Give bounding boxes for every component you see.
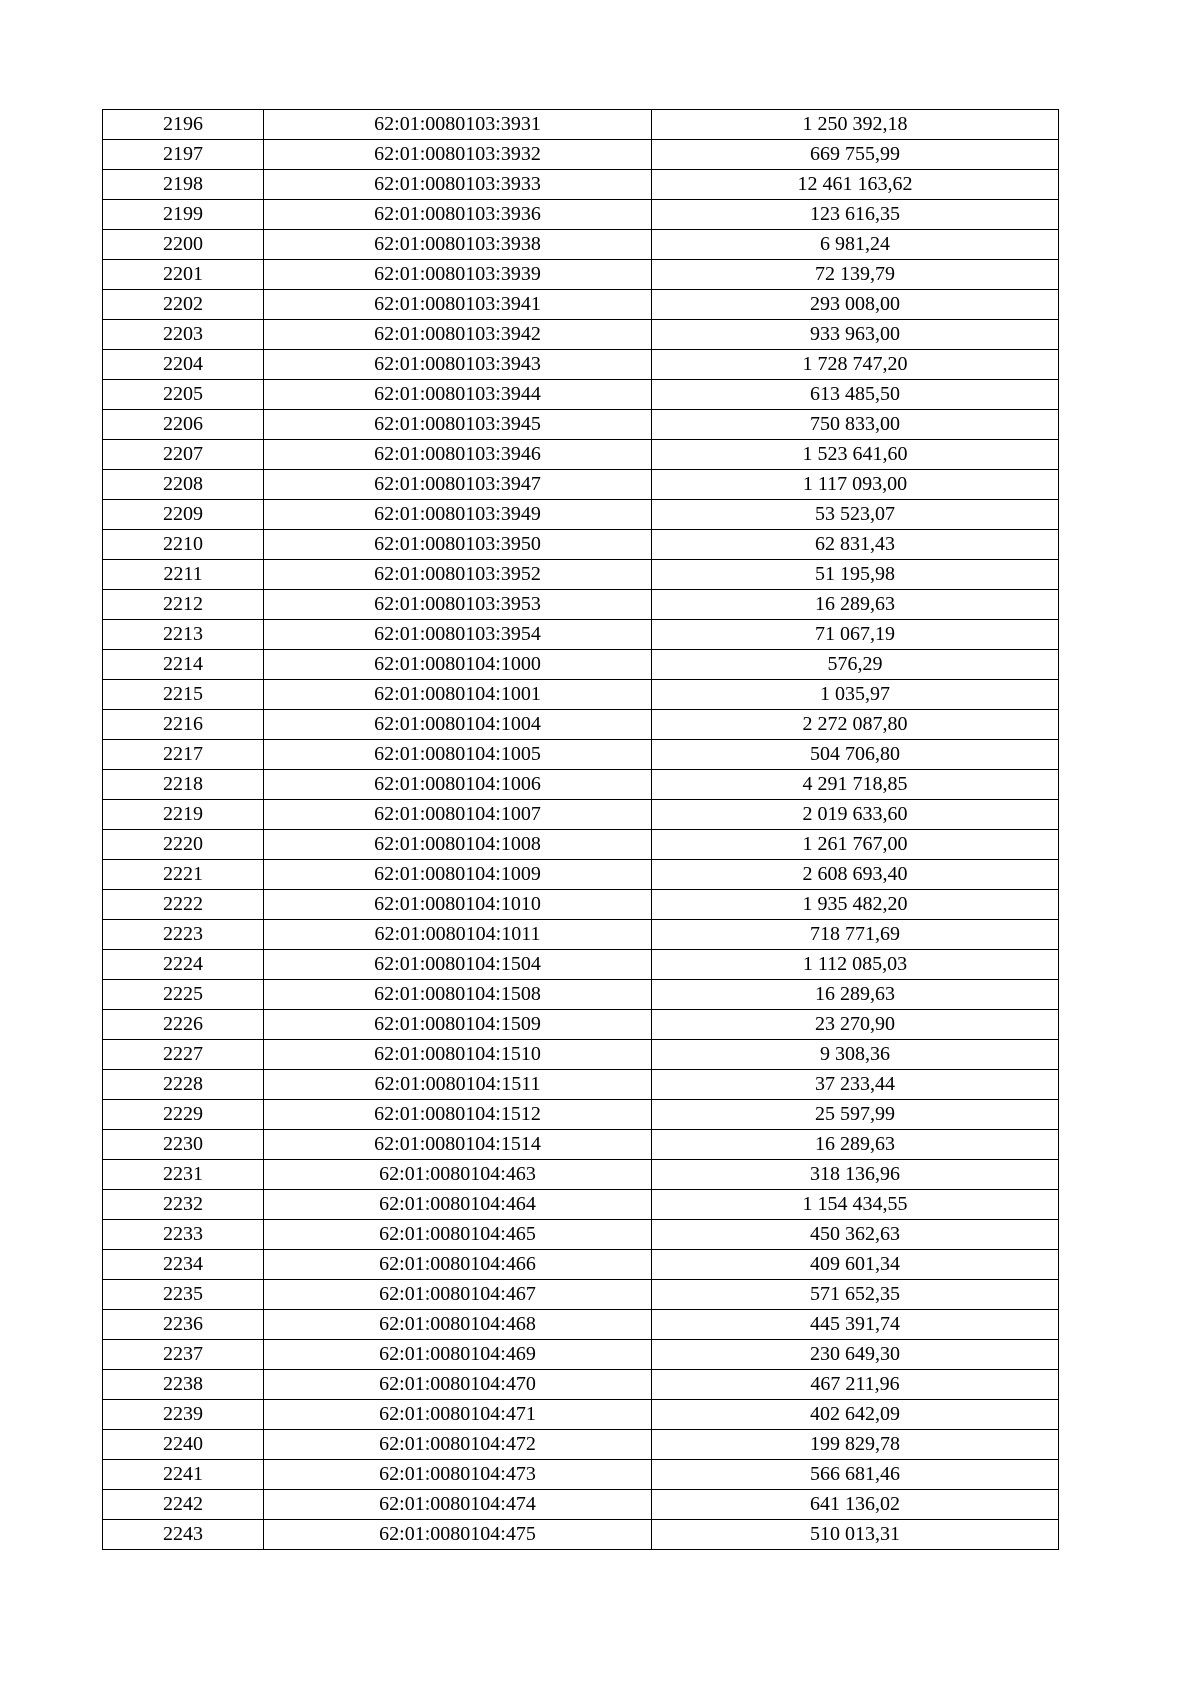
cadastral-number-cell: 62:01:0080104:1504 [264,950,652,980]
cadastral-number-cell: 62:01:0080103:3936 [264,200,652,230]
row-number-cell: 2199 [103,200,264,230]
table-row [103,800,1059,830]
cadastral-value-cell: 62 831,43 [652,530,1059,560]
cadastral-number-cell: 62:01:0080103:3943 [264,350,652,380]
table-row [103,1460,1059,1490]
cadastral-number-cell: 62:01:0080103:3941 [264,290,652,320]
table-row [103,1070,1059,1100]
cadastral-number-cell: 62:01:0080104:1000 [264,650,652,680]
table-row [103,1280,1059,1310]
cadastral-number-cell: 62:01:0080104:472 [264,1430,652,1460]
row-number-cell: 2232 [103,1190,264,1220]
cadastral-value-cell: 2 608 693,40 [652,860,1059,890]
table-row [103,110,1059,140]
row-number-cell: 2218 [103,770,264,800]
table-row [103,140,1059,170]
cadastral-value-cell: 23 270,90 [652,1010,1059,1040]
cadastral-value-cell: 4 291 718,85 [652,770,1059,800]
cadastral-value-cell: 318 136,96 [652,1160,1059,1190]
row-number-cell: 2197 [103,140,264,170]
cadastral-value-cell: 571 652,35 [652,1280,1059,1310]
cadastral-value-cell: 51 195,98 [652,560,1059,590]
row-number-cell: 2213 [103,620,264,650]
cadastral-value-cell: 576,29 [652,650,1059,680]
row-number-cell: 2223 [103,920,264,950]
cadastral-value-cell: 669 755,99 [652,140,1059,170]
table-row [103,680,1059,710]
table-row [103,1010,1059,1040]
cadastral-number-cell: 62:01:0080104:471 [264,1400,652,1430]
table-row [103,740,1059,770]
cadastral-value-cell: 230 649,30 [652,1340,1059,1370]
cadastral-value-cell: 409 601,34 [652,1250,1059,1280]
row-number-cell: 2203 [103,320,264,350]
row-number-cell: 2241 [103,1460,264,1490]
table-row [103,710,1059,740]
row-number-cell: 2236 [103,1310,264,1340]
cadastral-number-cell: 62:01:0080104:1001 [264,680,652,710]
row-number-cell: 2234 [103,1250,264,1280]
cadastral-number-cell: 62:01:0080103:3946 [264,440,652,470]
cadastral-number-cell: 62:01:0080104:468 [264,1310,652,1340]
cadastral-number-cell: 62:01:0080104:1512 [264,1100,652,1130]
row-number-cell: 2198 [103,170,264,200]
row-number-cell: 2202 [103,290,264,320]
table-row [103,1340,1059,1370]
row-number-cell: 2219 [103,800,264,830]
cadastral-value-cell: 1 112 085,03 [652,950,1059,980]
cadastral-value-cell: 402 642,09 [652,1400,1059,1430]
cadastral-number-cell: 62:01:0080104:474 [264,1490,652,1520]
cadastral-number-cell: 62:01:0080103:3944 [264,380,652,410]
cadastral-number-cell: 62:01:0080103:3932 [264,140,652,170]
row-number-cell: 2196 [103,110,264,140]
row-number-cell: 2217 [103,740,264,770]
table-row [103,1400,1059,1430]
cadastral-number-cell: 62:01:0080103:3942 [264,320,652,350]
cadastral-value-cell: 1 154 434,55 [652,1190,1059,1220]
row-number-cell: 2228 [103,1070,264,1100]
cadastral-value-cell: 510 013,31 [652,1520,1059,1550]
table-row [103,590,1059,620]
cadastral-value-cell: 933 963,00 [652,320,1059,350]
cadastral-value-cell: 6 981,24 [652,230,1059,260]
cadastral-value-cell: 16 289,63 [652,1130,1059,1160]
cadastral-value-cell: 199 829,78 [652,1430,1059,1460]
table-row [103,1100,1059,1130]
table-row [103,230,1059,260]
cadastral-number-cell: 62:01:0080104:463 [264,1160,652,1190]
cadastral-value-cell: 718 771,69 [652,920,1059,950]
row-number-cell: 2208 [103,470,264,500]
cadastral-value-cell: 504 706,80 [652,740,1059,770]
cadastral-number-cell: 62:01:0080103:3939 [264,260,652,290]
table-row [103,1040,1059,1070]
cadastral-value-cell: 750 833,00 [652,410,1059,440]
cadastral-number-cell: 62:01:0080103:3949 [264,500,652,530]
table-row [103,170,1059,200]
row-number-cell: 2211 [103,560,264,590]
cadastral-value-cell: 25 597,99 [652,1100,1059,1130]
table-row [103,1130,1059,1160]
cadastral-number-cell: 62:01:0080104:475 [264,1520,652,1550]
cadastral-value-cell: 450 362,63 [652,1220,1059,1250]
cadastral-number-cell: 62:01:0080104:466 [264,1250,652,1280]
row-number-cell: 2214 [103,650,264,680]
table-row [103,1250,1059,1280]
row-number-cell: 2231 [103,1160,264,1190]
table-row [103,560,1059,590]
row-number-cell: 2206 [103,410,264,440]
cadastral-value-cell: 1 117 093,00 [652,470,1059,500]
row-number-cell: 2215 [103,680,264,710]
table-row [103,620,1059,650]
row-number-cell: 2240 [103,1430,264,1460]
row-number-cell: 2235 [103,1280,264,1310]
cadastral-number-cell: 62:01:0080104:1508 [264,980,652,1010]
cadastral-value-cell: 53 523,07 [652,500,1059,530]
cadastral-number-cell: 62:01:0080103:3952 [264,560,652,590]
cadastral-number-cell: 62:01:0080104:1510 [264,1040,652,1070]
cadastral-value-cell: 37 233,44 [652,1070,1059,1100]
cadastral-value-cell: 1 935 482,20 [652,890,1059,920]
cadastral-number-cell: 62:01:0080104:469 [264,1340,652,1370]
row-number-cell: 2204 [103,350,264,380]
cadastral-number-cell: 62:01:0080103:3933 [264,170,652,200]
cadastral-value-cell: 1 523 641,60 [652,440,1059,470]
cadastral-number-cell: 62:01:0080104:1008 [264,830,652,860]
table-row [103,1430,1059,1460]
cadastral-number-cell: 62:01:0080103:3953 [264,590,652,620]
cadastral-number-cell: 62:01:0080104:1010 [264,890,652,920]
cadastral-value-cell: 1 261 767,00 [652,830,1059,860]
table-row [103,920,1059,950]
row-number-cell: 2212 [103,590,264,620]
row-number-cell: 2237 [103,1340,264,1370]
cadastral-value-cell: 613 485,50 [652,380,1059,410]
cadastral-value-cell: 467 211,96 [652,1370,1059,1400]
row-number-cell: 2207 [103,440,264,470]
cadastral-number-cell: 62:01:0080104:1006 [264,770,652,800]
row-number-cell: 2220 [103,830,264,860]
table-row [103,1370,1059,1400]
table-row [103,650,1059,680]
row-number-cell: 2216 [103,710,264,740]
table-row [103,1310,1059,1340]
cadastral-number-cell: 62:01:0080104:1009 [264,860,652,890]
cadastral-number-cell: 62:01:0080103:3931 [264,110,652,140]
table-row [103,1190,1059,1220]
cadastral-value-cell: 16 289,63 [652,980,1059,1010]
cadastral-number-cell: 62:01:0080103:3954 [264,620,652,650]
table-row [103,1520,1059,1550]
table-row [103,1490,1059,1520]
table-row [103,350,1059,380]
row-number-cell: 2227 [103,1040,264,1070]
table-row [103,410,1059,440]
cadastral-value-cell: 1 250 392,18 [652,110,1059,140]
cadastral-number-cell: 62:01:0080104:470 [264,1370,652,1400]
row-number-cell: 2210 [103,530,264,560]
cadastral-number-cell: 62:01:0080104:465 [264,1220,652,1250]
cadastral-value-cell: 1 728 747,20 [652,350,1059,380]
row-number-cell: 2233 [103,1220,264,1250]
table-body [103,110,1059,1550]
row-number-cell: 2222 [103,890,264,920]
row-number-cell: 2242 [103,1490,264,1520]
cadastral-value-table [102,109,1059,1550]
row-number-cell: 2225 [103,980,264,1010]
table-row [103,500,1059,530]
row-number-cell: 2224 [103,950,264,980]
cadastral-number-cell: 62:01:0080104:1007 [264,800,652,830]
cadastral-value-cell: 2 019 633,60 [652,800,1059,830]
cadastral-value-cell: 16 289,63 [652,590,1059,620]
table-row [103,200,1059,230]
row-number-cell: 2243 [103,1520,264,1550]
cadastral-value-cell: 641 136,02 [652,1490,1059,1520]
cadastral-value-cell: 71 067,19 [652,620,1059,650]
row-number-cell: 2205 [103,380,264,410]
cadastral-value-cell: 2 272 087,80 [652,710,1059,740]
table-row [103,290,1059,320]
cadastral-number-cell: 62:01:0080103:3945 [264,410,652,440]
table-row [103,1220,1059,1250]
row-number-cell: 2229 [103,1100,264,1130]
cadastral-value-cell: 72 139,79 [652,260,1059,290]
table-row [103,260,1059,290]
table-row [103,950,1059,980]
cadastral-value-cell: 123 616,35 [652,200,1059,230]
cadastral-number-cell: 62:01:0080103:3938 [264,230,652,260]
cadastral-number-cell: 62:01:0080104:1004 [264,710,652,740]
table-row [103,890,1059,920]
table-row [103,1160,1059,1190]
cadastral-number-cell: 62:01:0080104:1011 [264,920,652,950]
table-row [103,320,1059,350]
cadastral-value-cell: 445 391,74 [652,1310,1059,1340]
table-row [103,830,1059,860]
cadastral-number-cell: 62:01:0080103:3947 [264,470,652,500]
cadastral-number-cell: 62:01:0080103:3950 [264,530,652,560]
row-number-cell: 2221 [103,860,264,890]
row-number-cell: 2209 [103,500,264,530]
row-number-cell: 2200 [103,230,264,260]
cadastral-number-cell: 62:01:0080104:1511 [264,1070,652,1100]
cadastral-number-cell: 62:01:0080104:467 [264,1280,652,1310]
cadastral-value-cell: 1 035,97 [652,680,1059,710]
cadastral-number-cell: 62:01:0080104:1005 [264,740,652,770]
cadastral-number-cell: 62:01:0080104:464 [264,1190,652,1220]
cadastral-number-cell: 62:01:0080104:1509 [264,1010,652,1040]
table-row [103,860,1059,890]
cadastral-value-cell: 9 308,36 [652,1040,1059,1070]
cadastral-value-cell: 566 681,46 [652,1460,1059,1490]
table-row [103,380,1059,410]
row-number-cell: 2201 [103,260,264,290]
row-number-cell: 2238 [103,1370,264,1400]
table-row [103,770,1059,800]
cadastral-number-cell: 62:01:0080104:473 [264,1460,652,1490]
cadastral-value-cell: 12 461 163,62 [652,170,1059,200]
row-number-cell: 2239 [103,1400,264,1430]
table-row [103,440,1059,470]
cadastral-value-cell: 293 008,00 [652,290,1059,320]
table-row [103,980,1059,1010]
row-number-cell: 2226 [103,1010,264,1040]
table-row [103,470,1059,500]
row-number-cell: 2230 [103,1130,264,1160]
cadastral-number-cell: 62:01:0080104:1514 [264,1130,652,1160]
table-row [103,530,1059,560]
